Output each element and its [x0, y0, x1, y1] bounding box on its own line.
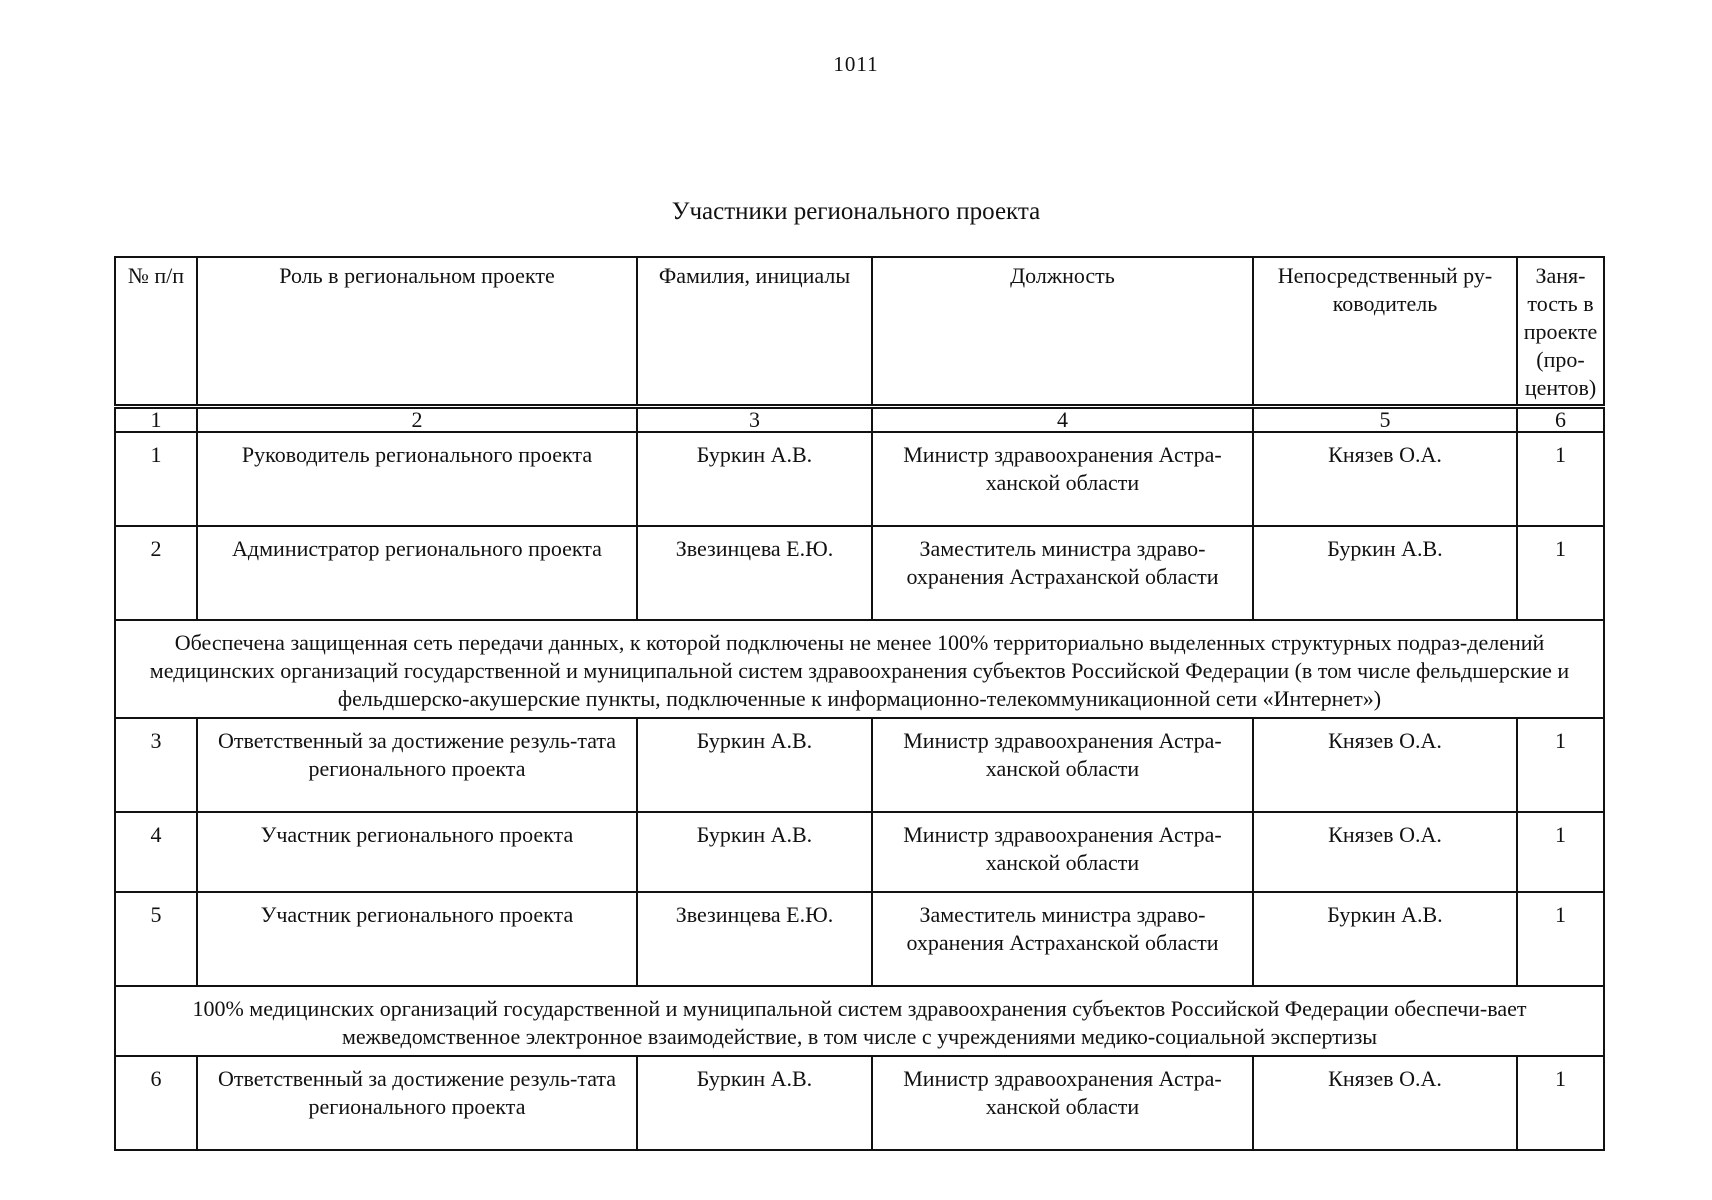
participants-table	[114, 256, 1605, 1151]
table-row	[115, 432, 1604, 526]
cell-employment: 1	[1517, 432, 1604, 526]
cell-employment: 1	[1517, 1056, 1604, 1150]
column-number: 2	[197, 407, 637, 433]
header-row	[115, 257, 1604, 407]
cell-name: Буркин А.В.	[637, 718, 872, 812]
cell-employment: 1	[1517, 892, 1604, 986]
cell-manager: Буркин А.В.	[1253, 526, 1517, 620]
table-row	[115, 812, 1604, 892]
cell-position: Министр здравоохранения Астра-ханской области	[872, 1056, 1253, 1150]
cell-manager: Князев О.А.	[1253, 812, 1517, 892]
cell-position: Министр здравоохранения Астра-ханской области	[872, 432, 1253, 526]
header-position: Должность	[872, 257, 1253, 407]
cell-manager: Князев О.А.	[1253, 1056, 1517, 1150]
cell-role: Администратор регионального проекта	[197, 526, 637, 620]
cell-role: Руководитель регионального проекта	[197, 432, 637, 526]
cell-role: Участник регионального проекта	[197, 812, 637, 892]
header-number: № п/п	[115, 257, 197, 407]
cell-number: 4	[115, 812, 197, 892]
cell-number: 5	[115, 892, 197, 986]
cell-number: 1	[115, 432, 197, 526]
cell-employment: 1	[1517, 812, 1604, 892]
table-row	[115, 1056, 1604, 1150]
cell-manager: Князев О.А.	[1253, 432, 1517, 526]
cell-employment: 1	[1517, 718, 1604, 812]
column-number-row	[115, 407, 1604, 433]
cell-name: Буркин А.В.	[637, 432, 872, 526]
header-employment: Заня-тость в проекте (про-центов)	[1517, 257, 1604, 407]
cell-position: Министр здравоохранения Астра-ханской области	[872, 718, 1253, 812]
section-heading: 100% медицинских организаций государственной и муниципальной систем здравоохранения субъектов Российской Федерации обеспечи-вает межведомственное электронное взаимодействие, в том числе с учреждениями медико-социальной экспертизы	[115, 986, 1604, 1056]
cell-employment: 1	[1517, 526, 1604, 620]
page-number: 1011	[833, 52, 879, 76]
cell-position: Министр здравоохранения Астра-ханской области	[872, 812, 1253, 892]
column-number: 6	[1517, 407, 1604, 433]
cell-role: Участник регионального проекта	[197, 892, 637, 986]
cell-position: Заместитель министра здраво-охранения Астраханской области	[872, 892, 1253, 986]
cell-name: Буркин А.В.	[637, 1056, 872, 1150]
cell-manager: Князев О.А.	[1253, 718, 1517, 812]
header-role: Роль в региональном проекте	[197, 257, 637, 407]
column-number: 4	[872, 407, 1253, 433]
cell-name: Звезинцева Е.Ю.	[637, 526, 872, 620]
cell-role: Ответственный за достижение резуль-тата регионального проекта	[197, 1056, 637, 1150]
cell-role: Ответственный за достижение резуль-тата регионального проекта	[197, 718, 637, 812]
cell-number: 6	[115, 1056, 197, 1150]
table-row	[115, 526, 1604, 620]
cell-number: 3	[115, 718, 197, 812]
cell-manager: Буркин А.В.	[1253, 892, 1517, 986]
column-number: 1	[115, 407, 197, 433]
section-heading: Обеспечена защищенная сеть передачи данных, к которой подключены не менее 100% территориально выделенных структурных подраз-делений медицинских организаций государственной и муниципальной систем здравоохранения субъектов Российской Федерации (в том числе фельдшерские и фельдшерско-акушерские пункты, подключенные к информационно-телекоммуникационной сети «Интернет»)	[115, 620, 1604, 718]
cell-name: Звезинцева Е.Ю.	[637, 892, 872, 986]
header-manager: Непосредственный ру-ководитель	[1253, 257, 1517, 407]
cell-name: Буркин А.В.	[637, 812, 872, 892]
cell-position: Заместитель министра здраво-охранения Астраханской области	[872, 526, 1253, 620]
column-number: 5	[1253, 407, 1517, 433]
cell-number: 2	[115, 526, 197, 620]
document-title: Участники регионального проекта	[671, 198, 1041, 225]
header-name: Фамилия, инициалы	[637, 257, 872, 407]
table-row	[115, 892, 1604, 986]
section-row	[115, 986, 1604, 1056]
section-row	[115, 620, 1604, 718]
table-row	[115, 718, 1604, 812]
column-number: 3	[637, 407, 872, 433]
